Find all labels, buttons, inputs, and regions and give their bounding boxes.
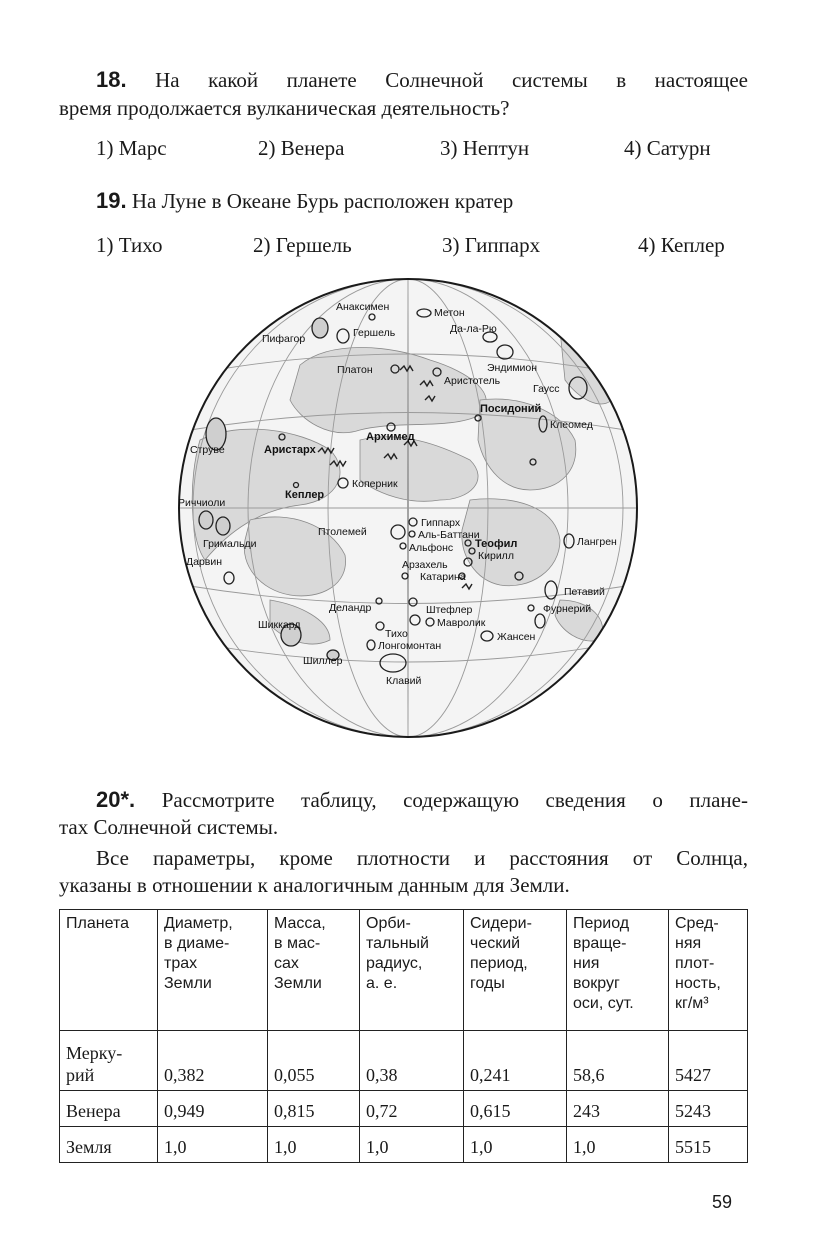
label-richcholi: Риччиоли (178, 497, 226, 509)
label-endimion: Эндимион (487, 362, 538, 374)
label-anaximen: Анаксимен (336, 301, 390, 313)
header-mass: Масса, в мас- сах Земли (268, 910, 360, 1031)
q19-option-2[interactable]: 2) Гершель (253, 233, 352, 257)
cell-orbital-radius: 0,38 (360, 1031, 464, 1091)
label-posidoniy: Посидоний (480, 403, 542, 415)
q20-line1 (96, 786, 748, 814)
label-furneriy: Фурнерий (543, 603, 592, 615)
label-klaviy: Клавий (386, 675, 422, 687)
cell-orbital-radius: 1,0 (360, 1127, 464, 1163)
cell-planet: Земля (60, 1127, 158, 1163)
q20-text-line1: Рассмотрите таблицу, содержащую сведения о плане- (161, 788, 748, 812)
cell-diameter: 1,0 (158, 1127, 268, 1163)
label-gipparh: Гиппарх (421, 517, 461, 529)
cell-density: 5427 (669, 1031, 748, 1091)
cell-mass: 1,0 (268, 1127, 360, 1163)
label-alfons: Альфонс (409, 542, 454, 554)
label-petaviy: Петавий (564, 586, 605, 598)
q19-option-1[interactable]: 1) Тихо (96, 233, 163, 257)
label-katarina: Катарина (420, 571, 466, 583)
cell-orbital-radius: 0,72 (360, 1091, 464, 1127)
table-row (60, 1031, 748, 1091)
label-gershel: Гершель (353, 327, 396, 339)
q20-text-line4: указаны в отношении к аналогичным данным для Земли. (59, 873, 570, 897)
q19-option-3[interactable]: 3) Гиппарх (442, 233, 541, 257)
cell-rotation-period: 58,6 (567, 1031, 669, 1091)
q18-text-line1: На какой планете Солнечной системы в настоящее (155, 68, 749, 92)
label-delandr: Деландр (329, 602, 372, 614)
label-shikkard: Шиккард (258, 619, 301, 631)
label-mavrolik: Мавролик (437, 617, 486, 629)
header-diameter: Диаметр, в диаме- трах Земли (158, 910, 268, 1031)
cell-sidereal-period: 0,615 (464, 1091, 567, 1127)
label-zhansen: Жансен (497, 631, 536, 643)
cell-rotation-period: 1,0 (567, 1127, 669, 1163)
q18-text-line2: время продолжается вулканическая деятельность? (59, 96, 510, 120)
table-row (60, 1127, 748, 1163)
cell-planet: Венера (60, 1091, 158, 1127)
header-density: Сред- няя плот- ность, кг/м³ (669, 910, 748, 1031)
label-aristarh: Аристарх (264, 444, 316, 456)
q18-option-4[interactable]: 4) Сатурн (624, 136, 711, 160)
q19-number: 19. (96, 188, 127, 213)
header-planet: Планета (60, 910, 158, 1031)
q18-option-1[interactable]: 1) Марс (96, 136, 167, 160)
header-sidereal-period: Сидери- ческий период, годы (464, 910, 567, 1031)
q20-text-line3: Все параметры, кроме плотности и расстояния от Солнца, (96, 846, 748, 870)
cell-rotation-period: 243 (567, 1091, 669, 1127)
planet-table (59, 909, 748, 1163)
label-longomontan: Лонгомонтан (378, 640, 442, 652)
q20-text-line2: тах Солнечной системы. (59, 815, 279, 839)
label-struve: Струве (190, 444, 225, 456)
label-langren: Лангрен (577, 536, 617, 548)
q20-number: 20*. (96, 787, 136, 812)
label-kepler: Кеплер (285, 489, 325, 501)
label-gauss: Гаусс (533, 383, 560, 395)
label-grimaldi: Гримальди (203, 538, 257, 550)
label-albattani: Аль-Баттани (418, 529, 480, 541)
label-darvin: Дарвин (186, 556, 223, 568)
page-number: 59 (712, 1192, 733, 1212)
cell-diameter: 0,949 (158, 1091, 268, 1127)
cell-mass: 0,055 (268, 1031, 360, 1091)
cell-mass: 0,815 (268, 1091, 360, 1127)
header-orbital-radius: Орби- тальный радиус, а. е. (360, 910, 464, 1031)
label-kleomed: Клеомед (550, 419, 593, 431)
moon-disc (179, 279, 637, 737)
cell-sidereal-period: 1,0 (464, 1127, 567, 1163)
cell-planet: Мерку- рий (60, 1031, 158, 1091)
label-platon: Платон (337, 364, 373, 376)
label-aristotel: Аристотель (444, 375, 501, 387)
label-pifagor: Пифагор (262, 333, 306, 345)
label-arhimed: Архимед (366, 431, 415, 443)
q18-option-2[interactable]: 2) Венера (258, 136, 345, 160)
label-meton: Метон (434, 307, 465, 319)
q18-option-3[interactable]: 3) Нептун (440, 136, 530, 160)
cell-density: 5515 (669, 1127, 748, 1163)
label-teofil: Теофил (475, 538, 518, 550)
label-dalaryu: Да-ла-Рю (450, 323, 497, 335)
header-rotation-period: Период враще- ния вокруг оси, сут. (567, 910, 669, 1031)
label-ptolemey: Птолемей (318, 526, 367, 538)
label-kirill: Кирилл (478, 550, 514, 562)
cell-diameter: 0,382 (158, 1031, 268, 1091)
label-arzahel: Арзахель (402, 559, 448, 571)
table-row (60, 1091, 748, 1127)
label-kopernik: Коперник (352, 478, 398, 490)
cell-sidereal-period: 0,241 (464, 1031, 567, 1091)
q19-option-4[interactable]: 4) Кеплер (638, 233, 725, 257)
label-shtefler: Штефлер (426, 604, 473, 616)
q19-text: На Луне в Океане Бурь расположен кратер (131, 189, 514, 213)
cell-density: 5243 (669, 1091, 748, 1127)
label-tiho: Тихо (385, 628, 408, 640)
q18-number: 18. (96, 67, 127, 92)
label-shiller: Шиллер (303, 655, 343, 667)
table-header-row (60, 910, 748, 1031)
